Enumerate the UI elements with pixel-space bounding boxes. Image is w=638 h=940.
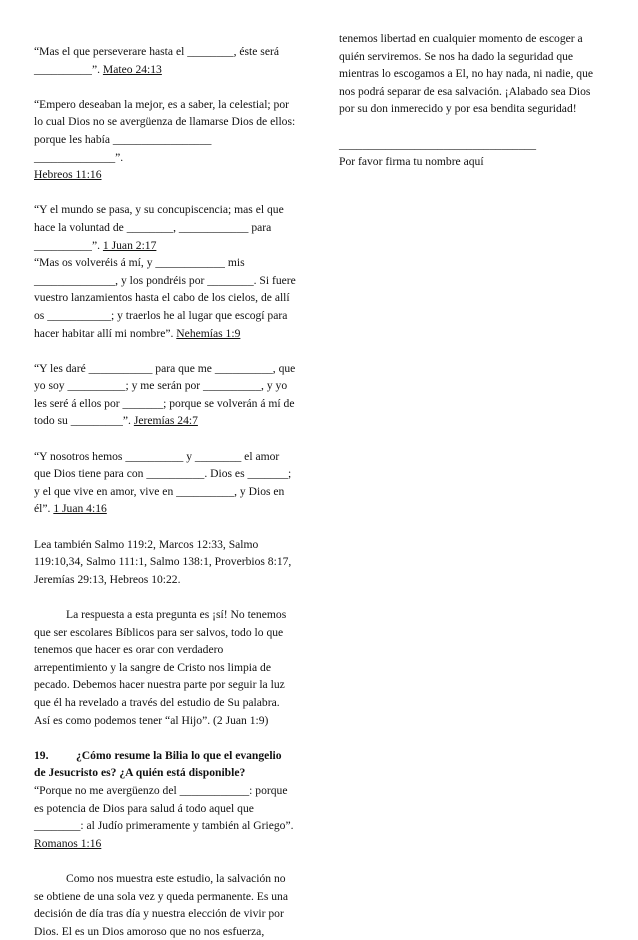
- verse-1juan-2: [34, 201, 296, 254]
- verse-mateo: [34, 43, 296, 78]
- question-number: 19.: [34, 748, 49, 762]
- verse-reference: 1 Juan 4:16: [53, 502, 107, 516]
- continuation-paragraph: tenemos libertad en cualquier momento de escoger a quién serviremos. Se nos ha dado la seguridad que mientras lo escogamos a El, no hay nada, ni nadie, que nos podrá separar de esa salvación. ¡Alabado sea Dios por su don inmerecido y por esa bendita seguridad!: [339, 32, 594, 116]
- closing-paragraph: Como nos muestra este estudio, la salvación no se obtiene de una sola vez y queda permanente. Es una decisión de día tras día y nuestra elección de vivir por Dios. El es un Dios amoroso que no nos esfuerza,: [34, 871, 288, 938]
- right-column: [339, 30, 597, 171]
- verse-text: “Mas el que perseverare hasta el ________, éste será __________”.: [34, 45, 279, 76]
- question-19: [34, 747, 296, 782]
- verse-text: “Y nosotros hemos __________ y ________ el amor que Dios tiene para con __________. Dios es _______; y el que vive en amor, vive en __________, y Dios en él”.: [34, 449, 292, 516]
- verse-reference: Nehemías 1:9: [176, 326, 241, 340]
- verse-text: “Mas os volveréis á mí, y ____________ mis ______________, y los pondréis por ________. Si fuere vuestro lanzamientos hasta el cabo de los cielos, de allí os ___________; y traerlos he al lugar que escogí para hacer habitar allí mi nombre”.: [34, 256, 296, 340]
- verse-reference: Mateo 24:13: [102, 62, 162, 76]
- verse-1juan-4: [34, 448, 296, 518]
- question-text: ¿Cómo resume la Bilia lo que el evangelio de Jesucristo es? ¿A quién está disponible?: [34, 748, 282, 780]
- verse-hebreos: [34, 96, 296, 184]
- verse-text: “Y les daré ___________ para que me __________, que yo soy __________; y me serán por __________, y yo les seré á ellos por _______; porque se volverán á mí de todo su _________”.: [34, 361, 296, 428]
- verse-jeremias: [34, 360, 296, 430]
- verse-reference: Jeremías 24:7: [133, 414, 198, 428]
- verse-reference: 1 Juan 2:17: [102, 238, 157, 252]
- verse-nehemias: [34, 254, 296, 342]
- verse-reference: Romanos 1:16: [34, 836, 102, 850]
- signature-line[interactable]: __________________________________: [339, 137, 537, 151]
- verse-reference: Hebreos 11:16: [34, 168, 102, 182]
- verse-text: “Y el mundo se pasa, y su concupiscencia; mas el que hace la voluntad de ________, ____________ para __________”.: [34, 203, 284, 252]
- left-column: [34, 30, 296, 940]
- verse-text: “Empero deseaban la mejor, es a saber, la celestial; por lo cual Dios no se avergüenza de llamarse Dios de ellos: porque les había _________________ ______________”.: [34, 97, 296, 164]
- verse-text: “Porque no me avergüenzo del ____________: porque es potencia de Dios para salud á todo aquel que ________: al Judío primeramente y también al Griego”.: [34, 783, 294, 833]
- signature-prompt: Por favor firma tu nombre aquí: [339, 155, 484, 169]
- further-reading: Lea también Salmo 119:2, Marcos 12:33, Salmo 119:10,34, Salmo 111:1, Salmo 138:1, Proverbios 8:17, Jeremías 29:13, Hebreos 10:22.: [34, 537, 292, 586]
- verse-romanos: [34, 782, 296, 852]
- answer-paragraph: La respuesta a esta pregunta es ¡sí! No tenemos que ser escolares Bíblicos para ser salvos, todo lo que tenemos que hacer es orar con verdadero arrepentimiento y la sangre de Cristo nos limpia de pecado. Debemos hacer nuestra parte por seguir la luz que él ha revelado a través del estudio de Su palabra. Así es como podemos tener “al Hijo”. (2 Juan 1:9): [34, 608, 287, 727]
